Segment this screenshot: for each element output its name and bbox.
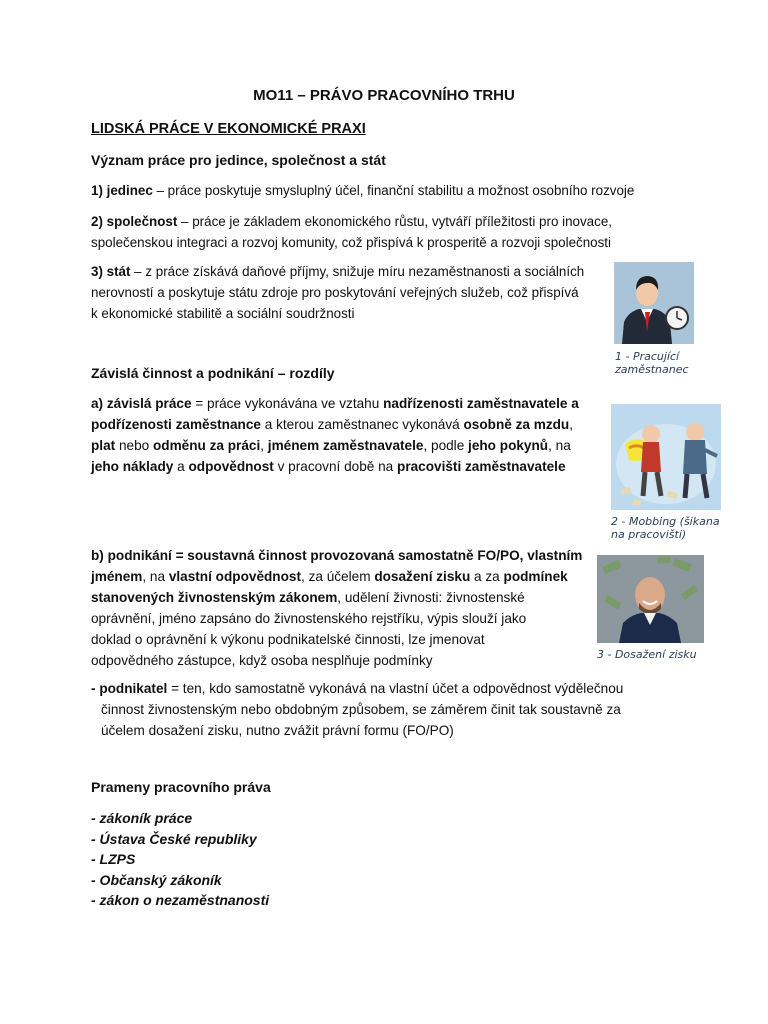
- subheading-sources: Prameny pracovního práva: [91, 779, 271, 795]
- paragraph-entrepreneur: - podnikatel = ten, kdo samostatně vykonává na vlastní účet a odpovědnost výdělečnou činnost živnostenským nebo obdobným způsobem, se záměrem činit tak soustavně za účelem dosažení zisku, nutno zvážit právní formu (FO/PO): [91, 681, 624, 738]
- figure-caption-2: 2 - Mobbing (šikana na pracovišti): [611, 515, 720, 541]
- paragraph-individual: 1) jedinec – práce poskytuje smysluplný účel, finanční stabilitu a možnost osobního rozvoje: [91, 183, 635, 198]
- list-item: - Občanský zákoník: [91, 871, 222, 888]
- figure-caption-3: 3 - Dosažení zisku: [597, 648, 697, 661]
- mobbing-illustration: [611, 404, 721, 510]
- page-title: MO11 – PRÁVO PRACOVNÍHO TRHU: [253, 87, 515, 104]
- figure-caption-1: 1 - Pracující zaměstnanec: [615, 350, 689, 376]
- list-item: - LZPS: [91, 851, 136, 868]
- list-item: - zákoník práce: [91, 810, 193, 826]
- sources-list: [91, 808, 269, 911]
- subheading-significance: Význam práce pro jedince, společnost a stát: [91, 152, 386, 168]
- subheading-differences: Závislá činnost a podnikání – rozdíly: [91, 365, 335, 381]
- list-item: - Ústava České republiky: [91, 830, 257, 847]
- paragraph-dependent-work: a) závislá práce = práce vykonávána ve vztahu nadřízenosti zaměstnavatele a podřízenosti zaměstnance a kterou zaměstnanec vykonává osobně za mzdu, plat nebo odměnu za práci, jménem zaměstnavatele, podle jeho pokynů, na jeho náklady a odpovědnost v pracovní době na pracovišti zaměstnavatele: [91, 396, 579, 474]
- paragraph-state: 3) stát – z práce získává daňové příjmy, snižuje míru nezaměstnanosti a sociálních nerovností a poskytuje státu zdroje pro poskytování veřejných služeb, což přispívá k ekonomické stabilitě a sociální soudržnosti: [91, 264, 585, 321]
- employee-illustration: [614, 262, 694, 344]
- paragraph-society: 2) společnost – práce je základem ekonomického růstu, vytváří příležitosti pro inovace, společenskou integraci a rozvoj komunity, což přispívá k prosperitě a rozvoji společnosti: [91, 214, 612, 250]
- profit-photo: [597, 555, 704, 643]
- paragraph-business: b) podnikání = soustavná činnost provozovaná samostatně FO/PO, vlastním jménem, na vlastní odpovědnost, za účelem dosažení zisku a za podmínek stanovených živnostenským zákonem, udělení živnosti: živnostenské oprávnění, jméno zapsáno do živnostenského rejstříku, výpis slouží jako doklad o oprávnění k výkonu podnikatelské činnosti, lze jmenovat odpovědného zástupce, když osoba nesplňuje podmínky: [91, 548, 583, 668]
- section-heading: LIDSKÁ PRÁCE V EKONOMICKÉ PRAXI: [91, 121, 366, 137]
- list-item: - zákon o nezaměstnanosti: [91, 892, 270, 909]
